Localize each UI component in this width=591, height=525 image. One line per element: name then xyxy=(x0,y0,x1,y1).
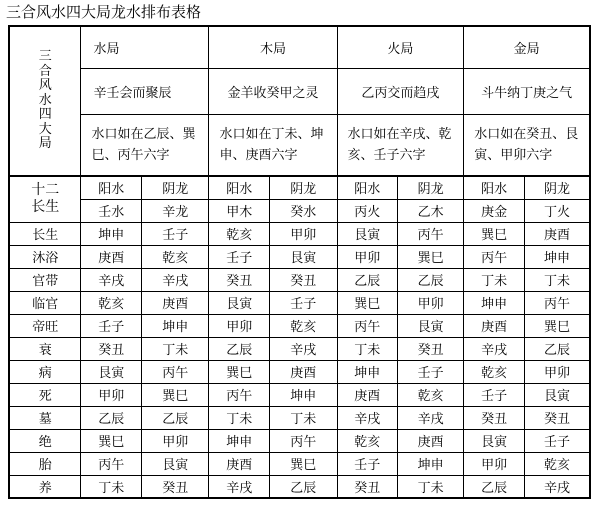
table-cell: 丙午 xyxy=(142,360,209,383)
table-row xyxy=(9,452,590,475)
table-cell: 庚酉 xyxy=(81,245,142,268)
table-cell: 甲卯 xyxy=(209,314,270,337)
table-cell: 乙辰 xyxy=(209,337,270,360)
table-cell: 癸丑 xyxy=(337,475,397,498)
table-cell: 巽巳 xyxy=(81,429,142,452)
table-cell: 巽巳 xyxy=(270,452,337,475)
table-cell: 甲卯 xyxy=(337,245,397,268)
table-cell: 丙午 xyxy=(270,429,337,452)
pattern-desc-metal: 斗牛纳丁庚之气 xyxy=(464,68,590,114)
col-header: 阳水 xyxy=(81,176,142,199)
table-cell: 壬子 xyxy=(524,429,590,452)
col-header: 阴龙 xyxy=(142,176,209,199)
table-cell: 癸丑 xyxy=(464,406,525,429)
table-cell: 癸丑 xyxy=(524,406,590,429)
table-cell: 辛戌 xyxy=(209,475,270,498)
stage-header-cell xyxy=(9,176,81,222)
table-cell: 巽巳 xyxy=(524,314,590,337)
table-cell: 丙午 xyxy=(81,452,142,475)
table-cell: 甲卯 xyxy=(270,222,337,245)
table-cell: 乾亥 xyxy=(337,429,397,452)
col-header: 阳水 xyxy=(337,176,397,199)
table-cell: 壬子 xyxy=(270,291,337,314)
table-cell: 甲卯 xyxy=(142,429,209,452)
table-cell: 坤申 xyxy=(397,452,463,475)
table-cell: 丁火 xyxy=(524,199,590,222)
feng-shui-table xyxy=(8,25,591,499)
stage-label: 帝旺 xyxy=(9,314,81,337)
table-cell: 巽巳 xyxy=(464,222,525,245)
stage-label: 养 xyxy=(9,475,81,498)
table-cell: 丁未 xyxy=(142,337,209,360)
table-cell: 坤申 xyxy=(524,245,590,268)
table-cell: 壬子 xyxy=(337,452,397,475)
table-row xyxy=(9,291,590,314)
pattern-water-exit-metal: 水口如在癸丑、艮寅、甲卯六字 xyxy=(464,114,590,176)
col-header: 阴龙 xyxy=(270,176,337,199)
stage-label: 胎 xyxy=(9,452,81,475)
table-cell: 乙辰 xyxy=(142,406,209,429)
pattern-name-metal: 金局 xyxy=(464,26,590,68)
table-row xyxy=(9,268,590,291)
table-row xyxy=(9,406,590,429)
table-cell: 坤申 xyxy=(209,429,270,452)
stage-label: 衰 xyxy=(9,337,81,360)
table-cell: 乾亥 xyxy=(81,291,142,314)
table-cell: 丙午 xyxy=(337,314,397,337)
stage-header: 十二长生 xyxy=(31,182,60,216)
table-cell: 艮寅 xyxy=(270,245,337,268)
pattern-water-exit-water: 水口如在乙辰、巽巳、丙午六字 xyxy=(81,114,209,176)
table-cell: 辛戌 xyxy=(142,268,209,291)
table-row xyxy=(9,199,590,222)
table-cell: 乙辰 xyxy=(81,406,142,429)
table-cell: 巽巳 xyxy=(142,383,209,406)
table-cell: 癸丑 xyxy=(81,337,142,360)
stage-label: 官带 xyxy=(9,268,81,291)
table-row xyxy=(9,245,590,268)
col-header: 阳水 xyxy=(464,176,525,199)
table-cell: 庚酉 xyxy=(397,429,463,452)
table-row xyxy=(9,222,590,245)
table-cell: 庚酉 xyxy=(270,360,337,383)
stage-label: 墓 xyxy=(9,406,81,429)
stage-label: 沐浴 xyxy=(9,245,81,268)
table-cell: 甲卯 xyxy=(81,383,142,406)
table-cell: 丁未 xyxy=(397,475,463,498)
table-cell: 壬子 xyxy=(464,383,525,406)
table-cell: 丁未 xyxy=(337,337,397,360)
stage-label: 绝 xyxy=(9,429,81,452)
table-cell: 壬子 xyxy=(209,245,270,268)
table-cell: 丙午 xyxy=(464,245,525,268)
table-cell: 坤申 xyxy=(270,383,337,406)
table-cell: 丙火 xyxy=(337,199,397,222)
table-cell: 丁未 xyxy=(464,268,525,291)
table-cell: 艮寅 xyxy=(397,314,463,337)
table-cell: 艮寅 xyxy=(337,222,397,245)
table-row xyxy=(9,360,590,383)
table-cell: 艮寅 xyxy=(464,429,525,452)
table-cell: 坤申 xyxy=(142,314,209,337)
table-cell: 辛戌 xyxy=(464,337,525,360)
table-cell: 壬子 xyxy=(142,222,209,245)
table-cell: 巽巳 xyxy=(209,360,270,383)
table-cell: 辛戌 xyxy=(337,406,397,429)
table-cell: 庚酉 xyxy=(337,383,397,406)
col-header: 阴龙 xyxy=(524,176,590,199)
table-cell: 甲卯 xyxy=(524,360,590,383)
table-cell: 坤申 xyxy=(81,222,142,245)
table-cell: 乾亥 xyxy=(270,314,337,337)
table-row xyxy=(9,314,590,337)
pattern-name-water: 水局 xyxy=(81,26,209,68)
table-cell: 辛戌 xyxy=(397,406,463,429)
table-cell: 艮寅 xyxy=(209,291,270,314)
table-cell: 乾亥 xyxy=(209,222,270,245)
table-cell: 艮寅 xyxy=(81,360,142,383)
page-title: 三合风水四大局龙水排布表格 xyxy=(6,3,202,21)
table-row xyxy=(9,429,590,452)
col-header: 阴龙 xyxy=(397,176,463,199)
stage-label: 死 xyxy=(9,383,81,406)
pattern-name-wood: 木局 xyxy=(209,26,337,68)
table-cell: 癸丑 xyxy=(209,268,270,291)
table-cell: 丁未 xyxy=(209,406,270,429)
stage-label: 病 xyxy=(9,360,81,383)
table-cell: 丙午 xyxy=(397,222,463,245)
table-cell: 乾亥 xyxy=(524,452,590,475)
table-cell: 庚酉 xyxy=(209,452,270,475)
table-cell: 辛戌 xyxy=(524,475,590,498)
table-cell: 丁未 xyxy=(270,406,337,429)
table-cell: 巽巳 xyxy=(397,245,463,268)
table-cell: 丁未 xyxy=(524,268,590,291)
table-cell: 壬子 xyxy=(397,360,463,383)
side-header: 三合风水四大局 xyxy=(38,49,52,152)
pattern-name-fire: 火局 xyxy=(337,26,464,68)
table-cell: 壬子 xyxy=(81,314,142,337)
table-cell: 癸丑 xyxy=(270,268,337,291)
stage-label: 临官 xyxy=(9,291,81,314)
table-cell: 艮寅 xyxy=(524,383,590,406)
table-cell: 丙午 xyxy=(524,291,590,314)
table-cell: 辛戌 xyxy=(270,337,337,360)
table-row xyxy=(9,475,590,498)
table-cell: 辛戌 xyxy=(81,268,142,291)
pattern-desc-water: 辛壬会而聚辰 xyxy=(81,68,209,114)
table-cell: 庚金 xyxy=(464,199,525,222)
table-cell: 甲木 xyxy=(209,199,270,222)
table-cell: 乙辰 xyxy=(524,337,590,360)
table-row xyxy=(9,337,590,360)
side-header-cell xyxy=(9,26,81,176)
table-cell: 庚酉 xyxy=(524,222,590,245)
pattern-desc-wood: 金羊收癸甲之灵 xyxy=(209,68,337,114)
stage-label: 长生 xyxy=(9,222,81,245)
table-cell: 乾亥 xyxy=(397,383,463,406)
table-cell: 壬水 xyxy=(81,199,142,222)
table-cell: 癸水 xyxy=(270,199,337,222)
table-cell: 巽巳 xyxy=(337,291,397,314)
table-cell: 庚酉 xyxy=(142,291,209,314)
table-cell: 癸丑 xyxy=(142,475,209,498)
table-cell: 乾亥 xyxy=(142,245,209,268)
table-cell: 乙辰 xyxy=(337,268,397,291)
table-cell: 坤申 xyxy=(464,291,525,314)
col-header: 阳水 xyxy=(209,176,270,199)
table-cell: 坤申 xyxy=(337,360,397,383)
pattern-desc-fire: 乙丙交而趋戌 xyxy=(337,68,464,114)
table-cell: 甲卯 xyxy=(464,452,525,475)
table-cell: 丙午 xyxy=(209,383,270,406)
table-cell: 乙木 xyxy=(397,199,463,222)
table-cell: 癸丑 xyxy=(397,337,463,360)
table-cell: 辛龙 xyxy=(142,199,209,222)
table-row xyxy=(9,383,590,406)
table-cell: 甲卯 xyxy=(397,291,463,314)
table-cell: 乾亥 xyxy=(464,360,525,383)
pattern-water-exit-wood: 水口如在丁未、坤申、庚酉六字 xyxy=(209,114,337,176)
pattern-water-exit-fire: 水口如在辛戌、乾亥、壬子六字 xyxy=(337,114,464,176)
table-cell: 乙辰 xyxy=(464,475,525,498)
table-cell: 丁未 xyxy=(81,475,142,498)
table-cell: 艮寅 xyxy=(142,452,209,475)
table-cell: 庚酉 xyxy=(464,314,525,337)
table-cell: 乙辰 xyxy=(270,475,337,498)
table-cell: 乙辰 xyxy=(397,268,463,291)
